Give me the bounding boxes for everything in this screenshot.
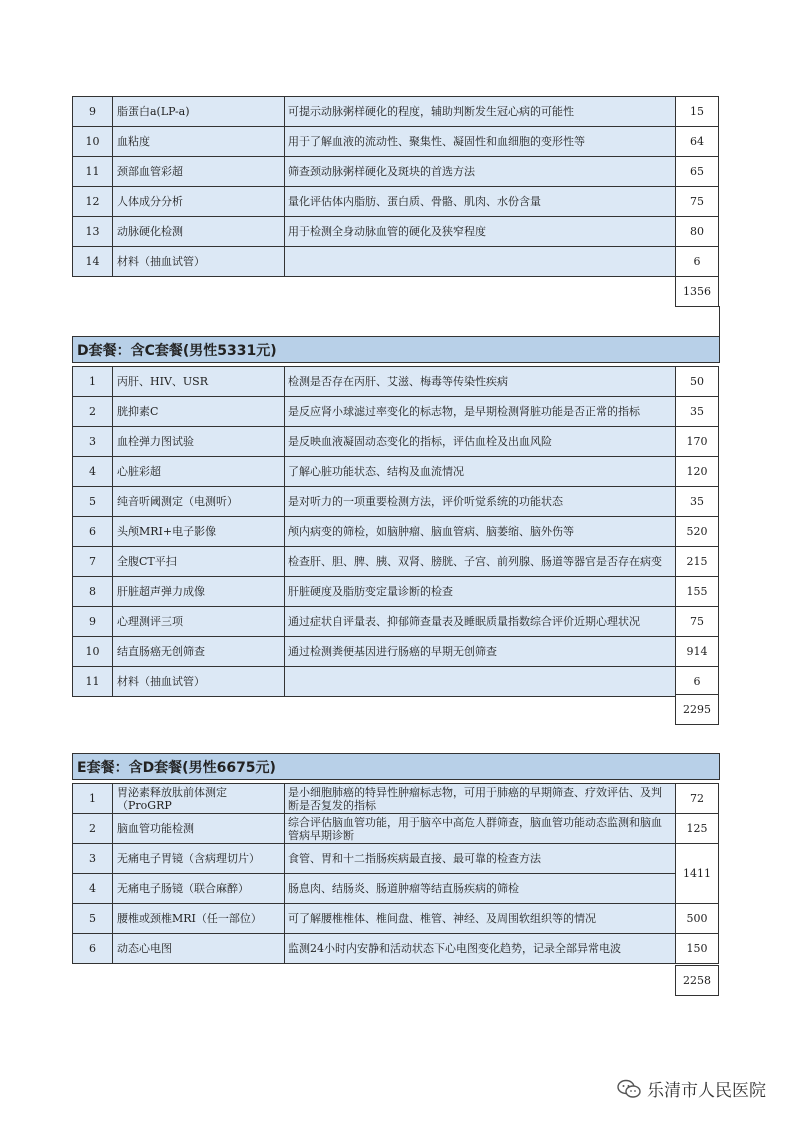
item-number: 1 xyxy=(73,367,113,397)
item-number: 8 xyxy=(73,577,113,607)
divider-line xyxy=(719,306,720,336)
item-description: 肝脏硬度及脂肪变定量诊断的检查 xyxy=(285,577,676,607)
item-number: 4 xyxy=(73,457,113,487)
item-number: 9 xyxy=(73,607,113,637)
item-name: 纯音听阈测定（电测听） xyxy=(113,487,285,517)
package-e-table xyxy=(72,783,720,964)
item-number: 2 xyxy=(73,814,113,844)
item-name: 结直肠癌无创筛查 xyxy=(113,637,285,667)
package-c-table xyxy=(72,96,720,277)
item-name: 材料（抽血试管） xyxy=(113,247,285,277)
item-price: 155 xyxy=(675,576,719,607)
table-row xyxy=(73,427,676,457)
item-price: 125 xyxy=(675,813,719,844)
item-number: 11 xyxy=(73,667,113,697)
item-price: 35 xyxy=(675,396,719,427)
item-name: 动脉硬化检测 xyxy=(113,217,285,247)
item-price: 520 xyxy=(675,516,719,547)
hospital-name: 乐清市人民医院 xyxy=(647,1081,766,1101)
item-name: 头颅MRI+电子影像 xyxy=(113,517,285,547)
table-row xyxy=(73,577,676,607)
table-row xyxy=(73,667,676,697)
item-price: 6 xyxy=(675,666,719,697)
item-description: 可了解腰椎椎体、椎间盘、椎管、神经、及周围软组织等的情况 xyxy=(285,904,676,934)
item-name: 心理测评三项 xyxy=(113,607,285,637)
item-price: 35 xyxy=(675,486,719,517)
item-name: 胃泌素释放肽前体测定（ProGRP xyxy=(113,784,285,814)
item-price: 72 xyxy=(675,783,719,814)
item-number: 4 xyxy=(73,874,113,904)
table-row xyxy=(73,157,676,187)
item-description: 可提示动脉粥样硬化的程度，辅助判断发生冠心病的可能性 xyxy=(285,97,676,127)
hospital-watermark xyxy=(617,1076,766,1101)
item-name: 人体成分分析 xyxy=(113,187,285,217)
merged-item-price: 1411 xyxy=(675,843,719,904)
item-name: 丙肝、HIV、USR xyxy=(113,367,285,397)
item-name: 肝脏超声弹力成像 xyxy=(113,577,285,607)
item-name: 无痛电子肠镜（联合麻醉） xyxy=(113,874,285,904)
table-row xyxy=(73,217,676,247)
table-row xyxy=(73,97,676,127)
table-row xyxy=(73,487,676,517)
item-description: 筛查颈动脉粥样硬化及斑块的首选方法 xyxy=(285,157,676,187)
table-row xyxy=(73,934,676,964)
item-price: 75 xyxy=(675,606,719,637)
table-row xyxy=(73,127,676,157)
item-name: 血栓弹力图试验 xyxy=(113,427,285,457)
item-number: 7 xyxy=(73,547,113,577)
wechat-icon xyxy=(617,1079,641,1099)
item-number: 5 xyxy=(73,487,113,517)
table-row xyxy=(73,397,676,427)
table-row xyxy=(73,874,676,904)
item-number: 3 xyxy=(73,427,113,457)
item-description: 用于了解血液的流动性、聚集性、凝固性和血细胞的变形性等 xyxy=(285,127,676,157)
table-row xyxy=(73,844,676,874)
item-name: 腰椎或颈椎MRI（任一部位） xyxy=(113,904,285,934)
subtotal-price: 2258 xyxy=(675,965,719,996)
item-price: 215 xyxy=(675,546,719,577)
item-description xyxy=(285,247,676,277)
item-number: 5 xyxy=(73,904,113,934)
item-price: 65 xyxy=(675,156,719,187)
package-d-table xyxy=(72,366,720,697)
item-number: 11 xyxy=(73,157,113,187)
item-price: 120 xyxy=(675,456,719,487)
item-description: 综合评估脑血管功能，用于脑卒中高危人群筛查，脑血管功能动态监测和脑血管病早期诊断 xyxy=(285,814,676,844)
item-price: 75 xyxy=(675,186,719,217)
item-description xyxy=(285,667,676,697)
item-name: 脑血管功能检测 xyxy=(113,814,285,844)
table-row xyxy=(73,457,676,487)
item-number: 6 xyxy=(73,517,113,547)
package-d-title: D套餐：含C套餐(男性5331元) xyxy=(77,342,277,359)
item-name: 血粘度 xyxy=(113,127,285,157)
table-row xyxy=(73,904,676,934)
item-price: 500 xyxy=(675,903,719,934)
table-row xyxy=(73,187,676,217)
item-description: 通过症状自评量表、抑郁筛查量表及睡眠质量指数综合评价近期心理状况 xyxy=(285,607,676,637)
item-description: 是反映血液凝固动态变化的指标，评估血栓及出血风险 xyxy=(285,427,676,457)
item-description: 检查肝、胆、脾、胰、双肾、膀胱、子宫、前列腺、肠道等器官是否存在病变 xyxy=(285,547,676,577)
item-number: 6 xyxy=(73,934,113,964)
item-name: 全腹CT平扫 xyxy=(113,547,285,577)
item-name: 脂蛋白a(LP-a) xyxy=(113,97,285,127)
table-row xyxy=(73,637,676,667)
item-price: 6 xyxy=(675,246,719,277)
subtotal-price: 2295 xyxy=(675,694,719,725)
item-description: 肠息肉、结肠炎、肠道肿瘤等结直肠疾病的筛检 xyxy=(285,874,676,904)
table-row xyxy=(73,547,676,577)
item-description: 是反应肾小球滤过率变化的标志物，是早期检测肾脏功能是否正常的指标 xyxy=(285,397,676,427)
item-name: 胱抑素C xyxy=(113,397,285,427)
item-description: 通过检测粪便基因进行肠癌的早期无创筛查 xyxy=(285,637,676,667)
item-description: 颅内病变的筛检，如脑肿瘤、脑血管病、脑萎缩、脑外伤等 xyxy=(285,517,676,547)
item-description: 量化评估体内脂肪、蛋白质、骨骼、肌肉、水份含量 xyxy=(285,187,676,217)
item-price: 50 xyxy=(675,366,719,397)
package-e-title: E套餐：含D套餐(男性6675元) xyxy=(77,759,276,776)
item-description: 是小细胞肺癌的特异性肿瘤标志物，可用于肺癌的早期筛查、疗效评估、及判断是否复发的指标 xyxy=(285,784,676,814)
item-number: 10 xyxy=(73,637,113,667)
item-description: 用于检测全身动脉血管的硬化及狭窄程度 xyxy=(285,217,676,247)
item-description: 检测是否存在丙肝、艾滋、梅毒等传染性疾病 xyxy=(285,367,676,397)
item-description: 是对听力的一项重要检测方法，评价听觉系统的功能状态 xyxy=(285,487,676,517)
item-price: 914 xyxy=(675,636,719,667)
table-row xyxy=(73,517,676,547)
item-name: 心脏彩超 xyxy=(113,457,285,487)
item-price: 15 xyxy=(675,96,719,127)
item-price: 80 xyxy=(675,216,719,247)
item-number: 9 xyxy=(73,97,113,127)
item-number: 13 xyxy=(73,217,113,247)
item-description: 食管、胃和十二指肠疾病最直接、最可靠的检查方法 xyxy=(285,844,676,874)
item-description: 监测24小时内安静和活动状态下心电图变化趋势，记录全部异常电波 xyxy=(285,934,676,964)
item-name: 动态心电图 xyxy=(113,934,285,964)
item-name: 颈部血管彩超 xyxy=(113,157,285,187)
package-e-header xyxy=(72,753,720,780)
item-number: 12 xyxy=(73,187,113,217)
item-number: 1 xyxy=(73,784,113,814)
item-description: 了解心脏功能状态、结构及血流情况 xyxy=(285,457,676,487)
item-name: 无痛电子胃镜（含病理切片） xyxy=(113,844,285,874)
table-row xyxy=(73,367,676,397)
table-row xyxy=(73,247,676,277)
item-price: 170 xyxy=(675,426,719,457)
item-price: 64 xyxy=(675,126,719,157)
table-row xyxy=(73,814,676,844)
table-row xyxy=(73,607,676,637)
item-number: 10 xyxy=(73,127,113,157)
item-price: 150 xyxy=(675,933,719,964)
item-number: 3 xyxy=(73,844,113,874)
table-row xyxy=(73,784,676,814)
item-number: 2 xyxy=(73,397,113,427)
subtotal-price: 1356 xyxy=(675,276,719,307)
item-number: 14 xyxy=(73,247,113,277)
package-d-header xyxy=(72,336,720,363)
item-name: 材料（抽血试管） xyxy=(113,667,285,697)
